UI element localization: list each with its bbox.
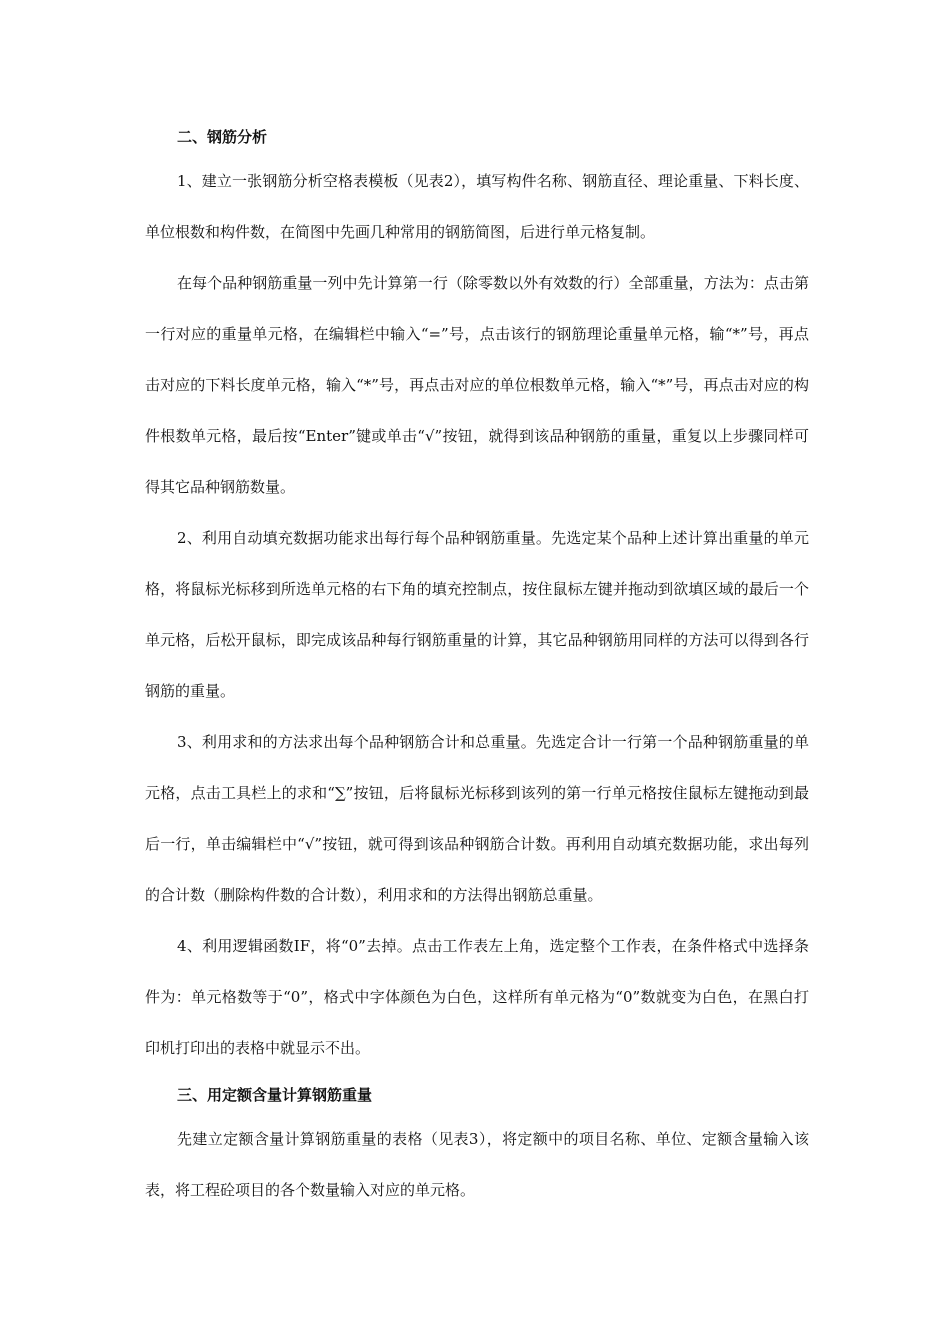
paragraph: 4、利用逻辑函数IF，将“0”去掉。点击工作表左上角，选定整个工作表，在条件格式中选择条件为：单元格数等于“0”，格式中字体颜色为白色，这样所有单元格为“0”数就变为白色，在黑白打印机打印出的表格中就显示不出。 [145, 937, 809, 1057]
paragraph: 3、利用求和的方法求出每个品种钢筋合计和总重量。先选定合计一行第一个品种钢筋重量的单元格，点击工具栏上的求和“∑”按钮，后将鼠标光标移到该列的第一行单元格按住鼠标左键拖动到最后一行，单击编辑栏中“√”按钮，就可得到该品种钢筋合计数。再利用自动填充数据功能，求出每列的合计数（删除构件数的合计数），利用求和的方法得出钢筋总重量。 [145, 733, 809, 904]
paragraph: 在每个品种钢筋重量一列中先计算第一行（除零数以外有效数的行）全部重量，方法为：点击第一行对应的重量单元格，在编辑栏中输入“=”号，点击该行的钢筋理论重量单元格，输“*”号，再点击对应的下料长度单元格，输入“*”号，再点击对应的单位根数单元格，输入“*”号，再点击对应的构件根数单元格，最后按“Enter”键或单击“√”按钮，就得到该品种钢筋的重量，重复以上步骤同样可得其它品种钢筋数量。 [145, 274, 809, 496]
section-heading: 二、钢筋分析 [177, 128, 268, 146]
document-body [145, 122, 809, 1216]
paragraph: 先建立定额含量计算钢筋重量的表格（见表3），将定额中的项目名称、单位、定额含量输入该表，将工程砼项目的各个数量输入对应的单元格。 [145, 1130, 809, 1199]
section-heading: 三、用定额含量计算钢筋重量 [177, 1086, 373, 1104]
paragraph: 2、利用自动填充数据功能求出每行每个品种钢筋重量。先选定某个品种上述计算出重量的单元格，将鼠标光标移到所选单元格的右下角的填充控制点，按住鼠标左键并拖动到欲填区域的最后一个单元格，后松开鼠标，即完成该品种每行钢筋重量的计算，其它品种钢筋用同样的方法可以得到各行钢筋的重量。 [145, 529, 809, 700]
paragraph: 1、建立一张钢筋分析空格表模板（见表2），填写构件名称、钢筋直径、理论重量、下料长度、单位根数和构件数，在简图中先画几种常用的钢筋简图，后进行单元格复制。 [145, 172, 809, 241]
